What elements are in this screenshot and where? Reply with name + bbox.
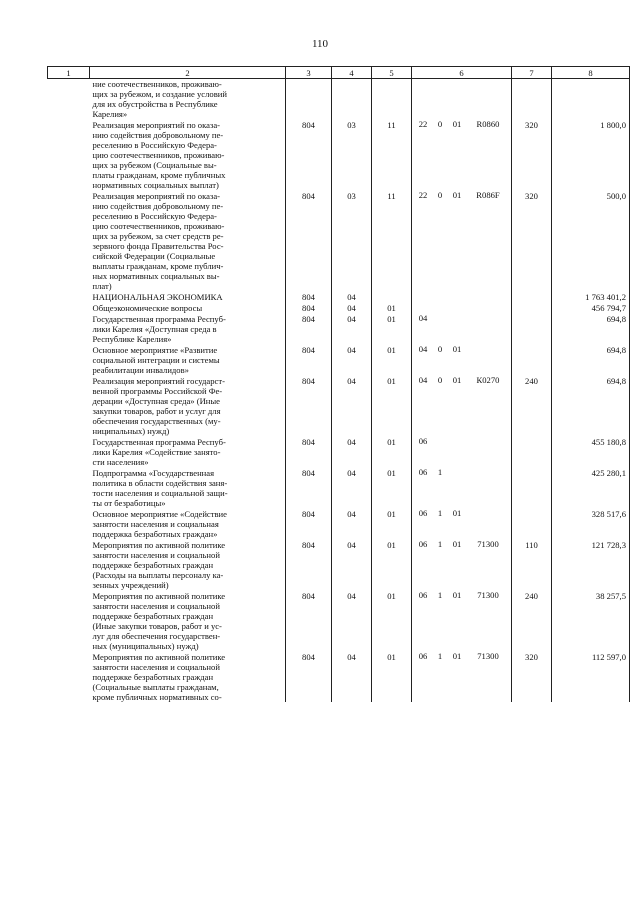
row-value-c8: 694,8	[552, 375, 630, 436]
target-article-cell	[412, 302, 512, 313]
row-value-c8: 112 597,0	[552, 651, 630, 702]
row-description: Реализация мероприятий государст- венной программы Российской Фе- дерации «Доступная среда» (Иные закупки товаров, работ и услуг для обеспечения государственных (му- ниципальных) нужд)	[92, 376, 225, 436]
target-article-part: R086F	[476, 190, 500, 200]
row-value-c5	[372, 79, 412, 120]
row-value-c8: 694,8	[552, 344, 630, 375]
row-value-c4: 04	[332, 539, 372, 590]
row-description: Реализация мероприятий по оказа- нию содействия добровольному пе- реселению в Российскую Федера- цию соотечественников, проживаю- щих за рубежом, за счет средств ре- зервного фонда Правительства Рос- сийской Федерации (Социальные выплаты гражданам, кроме публич- ных нормативных социальных вы- плат)	[92, 191, 225, 291]
table-row	[48, 302, 630, 313]
target-article-cell	[412, 291, 512, 302]
empty-cell	[48, 651, 90, 702]
row-description: Реализация мероприятий по оказа- нию содействия добровольному пе- реселению в Российскую Федера- цию соотечественников, проживаю- щих за рубежом (Социальные вы- платы гражданам, кроме публичных нормативных социальных выплат)	[92, 120, 226, 190]
empty-cell	[48, 190, 90, 291]
target-article-part: К0270	[476, 375, 500, 385]
empty-cell	[48, 508, 90, 539]
budget-table	[47, 66, 630, 702]
table-row	[48, 436, 630, 467]
row-value-c8: 456 794,7	[552, 302, 630, 313]
table-row	[48, 119, 630, 190]
row-value-c3: 804	[286, 291, 332, 302]
row-value-c8: 38 257,5	[552, 590, 630, 651]
row-value-c5: 01	[372, 344, 412, 375]
empty-cell	[48, 436, 90, 467]
page-number: 110	[311, 38, 329, 50]
target-article-part: R0860	[476, 119, 500, 129]
table-header-row	[48, 67, 630, 79]
row-description: Общеэкономические вопросы	[92, 303, 203, 313]
row-value-c3: 804	[286, 313, 332, 344]
row-value-c4: 04	[332, 302, 372, 313]
row-value-c4: 04	[332, 467, 372, 508]
row-value-c3: 804	[286, 119, 332, 190]
row-value-c5: 01	[372, 302, 412, 313]
table-row	[48, 375, 630, 436]
row-value-c7	[512, 344, 552, 375]
row-value-c7	[512, 436, 552, 467]
row-value-c5: 11	[372, 119, 412, 190]
row-value-c8: 1 800,0	[552, 119, 630, 190]
target-article-cell	[412, 590, 512, 651]
row-description: Государственная программа Респуб- лики Карелия «Доступная среда в Республике Карелия»	[92, 314, 226, 344]
row-value-c7	[512, 508, 552, 539]
row-value-c4	[332, 79, 372, 120]
target-article-part: 1	[437, 467, 443, 477]
row-description: Основное мероприятие «Содействие занятости населения и социальная поддержка безработных граждан»	[92, 509, 227, 539]
row-value-c5: 01	[372, 508, 412, 539]
target-article-cell	[412, 190, 512, 291]
row-description: Государственная программа Респуб- лики Карелия «Содействие занято- сти населения»	[92, 437, 226, 467]
target-article-part: 0	[437, 119, 443, 129]
row-value-c3: 804	[286, 375, 332, 436]
target-article-part: 06	[418, 651, 428, 661]
row-value-c4: 04	[332, 344, 372, 375]
column-header: 5	[372, 67, 412, 79]
row-value-c5: 01	[372, 539, 412, 590]
row-value-c5: 01	[372, 590, 412, 651]
table-row	[48, 651, 630, 702]
empty-cell	[48, 313, 90, 344]
target-article-part: 1	[437, 508, 443, 518]
target-article-part: 71300	[477, 651, 499, 661]
target-article-part: 01	[452, 375, 462, 385]
row-value-c3: 804	[286, 467, 332, 508]
empty-cell	[48, 539, 90, 590]
table-row	[48, 590, 630, 651]
row-value-c3: 804	[286, 651, 332, 702]
row-value-c4: 03	[332, 119, 372, 190]
column-header: 1	[48, 67, 90, 79]
row-value-c7: 320	[512, 651, 552, 702]
row-value-c3: 804	[286, 190, 332, 291]
target-article-part: 0	[437, 190, 443, 200]
row-description: ние соотечественников, проживаю- щих за рубежом, и создание условий для их обустройства в Республике Карелия»	[92, 79, 227, 119]
row-value-c4: 04	[332, 375, 372, 436]
target-article-part: 01	[452, 590, 462, 600]
target-article-part: 22	[418, 190, 428, 200]
column-header: 2	[90, 67, 286, 79]
empty-cell	[48, 291, 90, 302]
target-article-cell	[412, 79, 512, 120]
table-row	[48, 467, 630, 508]
row-value-c5: 01	[372, 313, 412, 344]
target-article-part: 01	[452, 508, 462, 518]
row-description: Мероприятия по активной политике занятости населения и социальной поддержке безработных граждан (Иные закупки товаров, работ и ус- луг для обеспечения государствен- ных (муниципальных) нужд)	[92, 591, 226, 651]
row-value-c8: 1 763 401,2	[552, 291, 630, 302]
row-value-c5: 01	[372, 467, 412, 508]
row-value-c4: 04	[332, 508, 372, 539]
row-value-c8: 425 280,1	[552, 467, 630, 508]
row-value-c3: 804	[286, 539, 332, 590]
target-article-part: 71300	[477, 590, 499, 600]
row-value-c7	[512, 302, 552, 313]
row-value-c3: 804	[286, 508, 332, 539]
target-article-part: 06	[418, 467, 428, 477]
row-value-c5	[372, 291, 412, 302]
target-article-part: 04	[418, 375, 428, 385]
target-article-part: 01	[452, 539, 462, 549]
empty-cell	[48, 302, 90, 313]
target-article-part: 22	[418, 119, 428, 129]
row-description: Основное мероприятие «Развитие социальной интеграции и системы реабилитации инвалидов»	[92, 345, 220, 375]
target-article-part: 1	[437, 539, 443, 549]
row-value-c4: 04	[332, 651, 372, 702]
row-value-c4: 04	[332, 313, 372, 344]
column-header: 6	[412, 67, 512, 79]
row-value-c8: 328 517,6	[552, 508, 630, 539]
target-article-part: 06	[418, 436, 428, 446]
table-row	[48, 291, 630, 302]
row-value-c7	[512, 467, 552, 508]
target-article-part: 06	[418, 539, 428, 549]
row-value-c4: 04	[332, 590, 372, 651]
row-value-c4: 04	[332, 291, 372, 302]
empty-cell	[48, 467, 90, 508]
target-article-part: 01	[452, 651, 462, 661]
target-article-part: 71300	[477, 539, 499, 549]
target-article-part: 0	[437, 344, 443, 354]
row-value-c7: 240	[512, 375, 552, 436]
row-value-c4: 04	[332, 436, 372, 467]
empty-cell	[48, 119, 90, 190]
row-value-c3: 804	[286, 436, 332, 467]
table-row	[48, 539, 630, 590]
target-article-cell	[412, 539, 512, 590]
row-description: НАЦИОНАЛЬНАЯ ЭКОНОМИКА	[92, 292, 223, 302]
target-article-cell	[412, 313, 512, 344]
table-body	[48, 79, 630, 703]
target-article-part: 1	[437, 590, 443, 600]
row-description: Мероприятия по активной политике занятости населения и социальной поддержке безработных граждан (Расходы на выплаты персоналу ка- зенных учреждений)	[92, 540, 226, 590]
row-value-c3: 804	[286, 302, 332, 313]
row-value-c3	[286, 79, 332, 120]
target-article-part: 1	[437, 651, 443, 661]
empty-cell	[48, 344, 90, 375]
column-header: 4	[332, 67, 372, 79]
empty-cell	[48, 375, 90, 436]
target-article-part: 01	[452, 190, 462, 200]
target-article-cell	[412, 467, 512, 508]
table-row	[48, 190, 630, 291]
row-value-c7	[512, 291, 552, 302]
empty-cell	[48, 590, 90, 651]
target-article-part: 04	[418, 344, 428, 354]
target-article-part: 04	[418, 313, 428, 323]
target-article-cell	[412, 651, 512, 702]
row-value-c7: 110	[512, 539, 552, 590]
row-value-c5: 01	[372, 651, 412, 702]
row-description: Подпрограмма «Государственная политика в области содействия заня- тости населения и социальной защи- ты от безработицы»	[92, 468, 228, 508]
row-value-c8: 455 180,8	[552, 436, 630, 467]
row-value-c5: 01	[372, 436, 412, 467]
row-value-c7: 320	[512, 119, 552, 190]
target-article-part: 01	[452, 344, 462, 354]
row-value-c5: 01	[372, 375, 412, 436]
row-value-c8	[552, 79, 630, 120]
row-value-c7	[512, 313, 552, 344]
column-header: 7	[512, 67, 552, 79]
row-value-c5: 11	[372, 190, 412, 291]
row-value-c8: 694,8	[552, 313, 630, 344]
target-article-cell	[412, 119, 512, 190]
target-article-cell	[412, 508, 512, 539]
empty-cell	[48, 79, 90, 120]
target-article-part: 06	[418, 508, 428, 518]
column-header: 8	[552, 67, 630, 79]
row-value-c3: 804	[286, 590, 332, 651]
target-article-part: 01	[452, 119, 462, 129]
target-article-cell	[412, 344, 512, 375]
row-value-c8: 500,0	[552, 190, 630, 291]
row-description: Мероприятия по активной политике занятости населения и социальной поддержке безработных граждан (Социальные выплаты гражданам, кроме публичных нормативных со-	[92, 652, 226, 702]
table-row	[48, 313, 630, 344]
row-value-c8: 121 728,3	[552, 539, 630, 590]
row-value-c7: 320	[512, 190, 552, 291]
row-value-c7	[512, 79, 552, 120]
target-article-cell	[412, 375, 512, 436]
target-article-cell	[412, 436, 512, 467]
row-value-c4: 03	[332, 190, 372, 291]
column-header: 3	[286, 67, 332, 79]
target-article-part: 06	[418, 590, 428, 600]
target-article-part: 0	[437, 375, 443, 385]
table-row	[48, 508, 630, 539]
table-row	[48, 79, 630, 120]
table-row	[48, 344, 630, 375]
row-value-c7: 240	[512, 590, 552, 651]
row-value-c3: 804	[286, 344, 332, 375]
